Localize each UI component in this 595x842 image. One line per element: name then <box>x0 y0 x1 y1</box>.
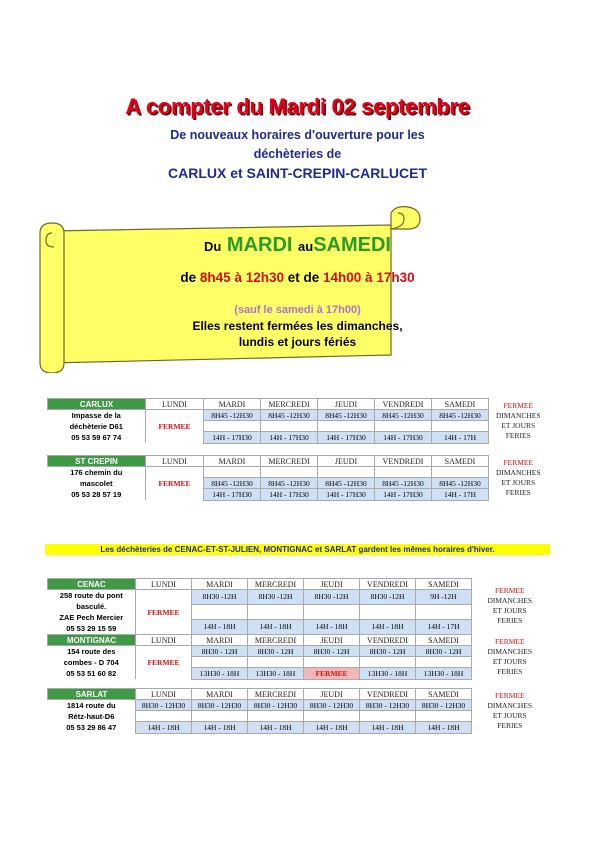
day-header: SAMEDI <box>432 456 489 467</box>
closed-note-line: ET JOURS <box>492 606 527 616</box>
day-header: VENDREDI <box>360 689 416 700</box>
hours-cell: 8H30 - 12H <box>192 646 248 657</box>
site-info <box>48 410 146 444</box>
hours-cell: 8H45 -12H30 <box>204 478 261 489</box>
closed-monday: FERMEE <box>146 467 204 501</box>
closed-note-line: DIMANCHES <box>495 467 541 477</box>
day-header: LUNDI <box>146 456 204 467</box>
closed-wednesday-afternoon: FERMEE <box>304 668 360 679</box>
day-header: MARDI <box>204 456 261 467</box>
hours-cell: 14H - 18H <box>248 619 304 634</box>
day-header: LUNDI <box>136 689 192 700</box>
closed-note <box>489 399 548 444</box>
day-header: MERCREDI <box>261 456 318 467</box>
day-header: SAMEDI <box>432 399 489 410</box>
closed-note-line: DIMANCHES <box>487 700 533 710</box>
hours-cell: 8H45 -12H30 <box>432 478 489 489</box>
day-header: LUNDI <box>136 635 192 646</box>
site-address: combes - D 704 <box>63 658 119 667</box>
closed-note-line: ET JOURS <box>501 420 536 430</box>
hours-cell: 8H45 -12H30 <box>261 478 318 489</box>
closed-note-line: FERIES <box>505 430 531 440</box>
site-name: MONTIGNAC <box>48 635 136 646</box>
day-header: SAMEDI <box>416 689 472 700</box>
day-header: JEUDI <box>318 456 375 467</box>
day-header: JEUDI <box>304 635 360 646</box>
intro-line-3: CARLUX et SAINT-CREPIN-CARLUCET <box>168 165 427 181</box>
site-info <box>48 467 146 501</box>
site-info <box>48 700 136 734</box>
hours-cell: 14H - 18H <box>248 722 304 733</box>
schedule-table-sarlat <box>47 688 548 734</box>
schedule-table-st-crepin <box>47 455 548 501</box>
hours-cell: 8H30 - 12H <box>304 646 360 657</box>
day-header: MERCREDI <box>248 579 304 590</box>
saturday-note: (sauf le samedi à 17h00) <box>234 304 361 316</box>
site-address: 176 chemin du <box>70 468 123 477</box>
closed-note-label: FERMEE <box>494 690 525 700</box>
hours-cell: 8H30 - 12H30 <box>304 700 360 711</box>
day-header: MARDI <box>192 635 248 646</box>
hours-cell: 8H30 - 12H <box>248 646 304 657</box>
hours-cell: 14H - 18H <box>136 722 192 733</box>
hours-cell: 8H30 -12H <box>192 590 248 605</box>
hours-cell: 14H - 17H30 <box>318 489 375 500</box>
headline: A compter du Mardi 02 septembre <box>125 94 470 119</box>
site-name: SARLAT <box>48 689 136 700</box>
site-phone: 05 53 59 67 74 <box>71 433 122 442</box>
hours-cell: 14H - 17H30 <box>375 489 432 500</box>
day-header: SAMEDI <box>416 635 472 646</box>
closed-note <box>472 579 548 635</box>
day-header: MARDI <box>192 689 248 700</box>
hours-cell: 8H30 - 12H30 <box>360 700 416 711</box>
closed-note-line: ET JOURS <box>501 477 536 487</box>
hours-cell: 8H30 - 12H30 <box>248 700 304 711</box>
days-du: Du <box>204 239 222 254</box>
site-address: Rétz-haut-D6 <box>68 712 115 721</box>
site-address: 1814 route du <box>66 701 116 710</box>
closed-note-line: FERIES <box>497 720 523 730</box>
hours-morning: 8h45 à 12h30 <box>199 270 284 285</box>
site-phone: 05 53 29 86 47 <box>66 723 117 732</box>
site-phone: 05 53 28 57 19 <box>71 490 122 499</box>
closed-note-label: FERMEE <box>494 586 525 596</box>
hours-cell: 14H - 17H <box>432 489 489 500</box>
hours-et: et de <box>287 270 320 285</box>
closed-note <box>472 689 548 734</box>
hours-cell: 14H - 18H <box>304 722 360 733</box>
day-header: LUNDI <box>146 399 204 410</box>
hours-cell: 13H30 - 18H <box>360 668 416 679</box>
hours-cell: 14H - 17H30 <box>375 432 432 443</box>
intro-line-1: De nouveaux horaires d'ouverture pour les <box>170 128 425 142</box>
hours-cell: 8H45 -12H30 <box>375 410 432 421</box>
site-name: CARLUX <box>48 399 146 410</box>
hours-cell: 14H - 18H <box>192 722 248 733</box>
closed-note-line: FERIES <box>505 487 531 497</box>
closed-note-line: FERIES <box>497 616 523 626</box>
hours-cell: 8H30 - 12H <box>416 646 472 657</box>
hours-cell: 14H - 18H <box>416 722 472 733</box>
hours-cell: 14H - 17H30 <box>318 432 375 443</box>
hours-cell: 8H45 -12H30 <box>204 410 261 421</box>
closed-note-line: ET JOURS <box>492 656 527 666</box>
intro-line-2: déchèteries de <box>253 147 342 161</box>
hours-line <box>0 270 595 285</box>
closed-note-label: FERMEE <box>503 457 534 467</box>
days-au: au <box>298 239 314 254</box>
site-name: ST CREPIN <box>48 456 146 467</box>
schedule-table-carlux <box>47 398 548 444</box>
closed-monday: FERMEE <box>136 590 192 635</box>
hours-cell: 14H - 17H30 <box>261 432 318 443</box>
site-address: basculé. <box>76 602 107 611</box>
hours-afternoon: 14h00 à 17h30 <box>323 270 415 285</box>
site-address: 154 route des <box>67 647 116 656</box>
site-info <box>48 646 136 680</box>
day-header: JEUDI <box>304 579 360 590</box>
site-address: Impasse de la <box>71 411 121 420</box>
site-name: CENAC <box>48 579 136 590</box>
day-header: JEUDI <box>318 399 375 410</box>
hours-cell: 14H - 17H30 <box>204 489 261 500</box>
hours-cell: 8H30 - 12H30 <box>136 700 192 711</box>
days-samedi: SAMEDI <box>313 234 391 256</box>
day-header: JEUDI <box>304 689 360 700</box>
site-address: déchèterie D61 <box>69 422 123 431</box>
winter-hours-banner: Les déchèteries de CENAC-ET-ST-JULIEN, MONTIGNAC et SARLAT gardent les mêmes horaires d'hiver. <box>45 544 550 555</box>
days-mardi: MARDI <box>226 234 293 256</box>
hours-cell: 8H45 -12H30 <box>318 478 375 489</box>
closed-note-line: FERIES <box>497 666 523 676</box>
day-header: VENDREDI <box>375 456 432 467</box>
hours-cell: 8H30 - 12H <box>360 646 416 657</box>
hours-cell: 8H30 - 12H30 <box>416 700 472 711</box>
day-header: MERCREDI <box>261 399 318 410</box>
days-line <box>0 234 595 257</box>
hours-cell: 8H45 -12H30 <box>375 478 432 489</box>
hours-de: de <box>180 270 197 285</box>
hours-cell: 14H - 17H30 <box>204 432 261 443</box>
hours-cell: 8H30 -12H <box>360 590 416 605</box>
hours-cell: 13H30 - 18H <box>248 668 304 679</box>
hours-cell: 9H -12H <box>416 590 472 605</box>
site-phone: 05 53 51 60 82 <box>66 669 117 678</box>
closed-line-1: Elles restent fermées les dimanches, <box>192 319 403 333</box>
day-header: VENDREDI <box>360 579 416 590</box>
site-address: ZAE Pech Mercier <box>59 613 124 622</box>
hours-cell: 14H - 17H30 <box>261 489 318 500</box>
day-header: MARDI <box>204 399 261 410</box>
closed-note-line: DIMANCHES <box>487 646 533 656</box>
schedule-table-montignac <box>47 634 548 680</box>
site-address: 258 route du pont <box>59 591 123 600</box>
closed-note-label: FERMEE <box>503 400 534 410</box>
day-header: LUNDI <box>136 579 192 590</box>
day-header: MARDI <box>192 579 248 590</box>
hours-cell: 8H45 -12H30 <box>432 410 489 421</box>
closed-note-line: ET JOURS <box>492 710 527 720</box>
day-header: VENDREDI <box>375 399 432 410</box>
closed-note-label: FERMEE <box>494 636 525 646</box>
hours-cell: 8H45 -12H30 <box>318 410 375 421</box>
hours-cell: 8H30 -12H <box>304 590 360 605</box>
closed-note <box>472 635 548 680</box>
closed-note-line: DIMANCHES <box>487 596 533 606</box>
day-header: VENDREDI <box>360 635 416 646</box>
hours-cell: 14H - 17H <box>432 432 489 443</box>
day-header: SAMEDI <box>416 579 472 590</box>
closed-note-line: DIMANCHES <box>495 410 541 420</box>
hours-cell: 14H - 18H <box>360 619 416 634</box>
schedule-table-cenac <box>47 578 548 635</box>
closed-monday: FERMEE <box>146 410 204 444</box>
hours-cell: 8H30 - 12H30 <box>192 700 248 711</box>
hours-cell: 14H - 18H <box>192 619 248 634</box>
hours-cell: 13H30 - 18H <box>192 668 248 679</box>
hours-cell: 14H - 17H <box>416 619 472 634</box>
hours-cell: 14H - 18H <box>360 722 416 733</box>
day-header: MERCREDI <box>248 635 304 646</box>
closed-note <box>489 456 548 501</box>
hours-cell: 13H30 - 18H <box>416 668 472 679</box>
site-address: mascolet <box>79 479 113 488</box>
hours-cell: 8H45 -12H30 <box>261 410 318 421</box>
hours-cell: 14H - 18H <box>304 619 360 634</box>
site-info <box>48 590 136 635</box>
site-phone: 05 53 29 15 59 <box>66 624 117 633</box>
closed-line-2: lundis et jours fériés <box>238 335 357 349</box>
day-header: MERCREDI <box>248 689 304 700</box>
closed-monday: FERMEE <box>136 646 192 680</box>
hours-cell: 8H30 -12H <box>248 590 304 605</box>
